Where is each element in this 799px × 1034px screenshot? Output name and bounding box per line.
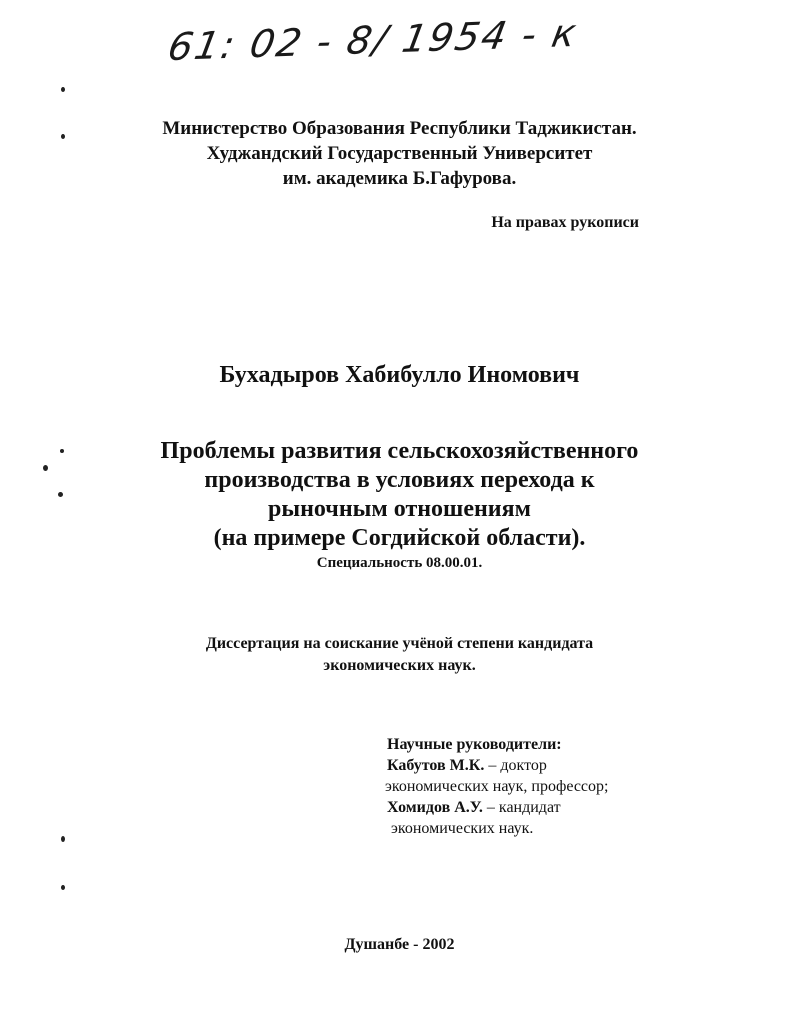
title-line: рыночным отношениям bbox=[268, 496, 531, 522]
scientific-advisors bbox=[385, 734, 608, 839]
degree-statement bbox=[0, 633, 799, 677]
degree-line: Диссертация на соискание учёной степени кандидата bbox=[205, 635, 594, 652]
institution-header bbox=[0, 116, 799, 191]
manuscript-rights-note: На правах рукописи bbox=[491, 214, 639, 231]
scan-mark bbox=[61, 87, 65, 92]
advisor-2-degree-cont: экономических наук. bbox=[391, 820, 534, 837]
advisor-2 bbox=[385, 797, 608, 818]
title-line: Проблемы развития сельскохозяйственного bbox=[160, 438, 639, 464]
advisors-heading: Научные руководители: bbox=[387, 736, 562, 753]
advisor-1-name: Кабутов М.К. bbox=[387, 757, 485, 774]
scan-mark bbox=[60, 449, 64, 453]
university-line: Худжандский Государственный Университет bbox=[206, 143, 593, 164]
advisor-1-degree: – доктор bbox=[484, 757, 547, 774]
city-year: Душанбе - 2002 bbox=[344, 936, 455, 953]
dissertation-title bbox=[0, 437, 799, 553]
scan-mark bbox=[58, 492, 63, 497]
scan-mark bbox=[61, 134, 65, 139]
advisor-2-degree: – кандидат bbox=[482, 799, 561, 816]
advisor-1 bbox=[385, 755, 608, 776]
scan-mark bbox=[61, 885, 65, 890]
degree-line: экономических наук. bbox=[323, 657, 476, 674]
advisor-2-name: Хомидов А.У. bbox=[387, 799, 483, 816]
handwritten-archive-code: 61: 02 - 8/ 1954 - к bbox=[164, 10, 582, 70]
ministry-line: Министерство Образования Республики Таджикистан. bbox=[162, 118, 637, 139]
author-name: Бухадыров Хабибулло Иномович bbox=[219, 362, 580, 388]
scan-mark bbox=[61, 836, 65, 842]
university-namesake-line: им. академика Б.Гафурова. bbox=[282, 168, 517, 189]
scan-mark bbox=[43, 465, 48, 471]
advisor-1-degree-cont: экономических наук, профессор; bbox=[385, 778, 609, 795]
title-line: (на примере Согдийской области). bbox=[213, 525, 586, 551]
title-line: производства в условиях перехода к bbox=[204, 467, 595, 493]
specialty-code: Специальность 08.00.01. bbox=[316, 555, 483, 571]
